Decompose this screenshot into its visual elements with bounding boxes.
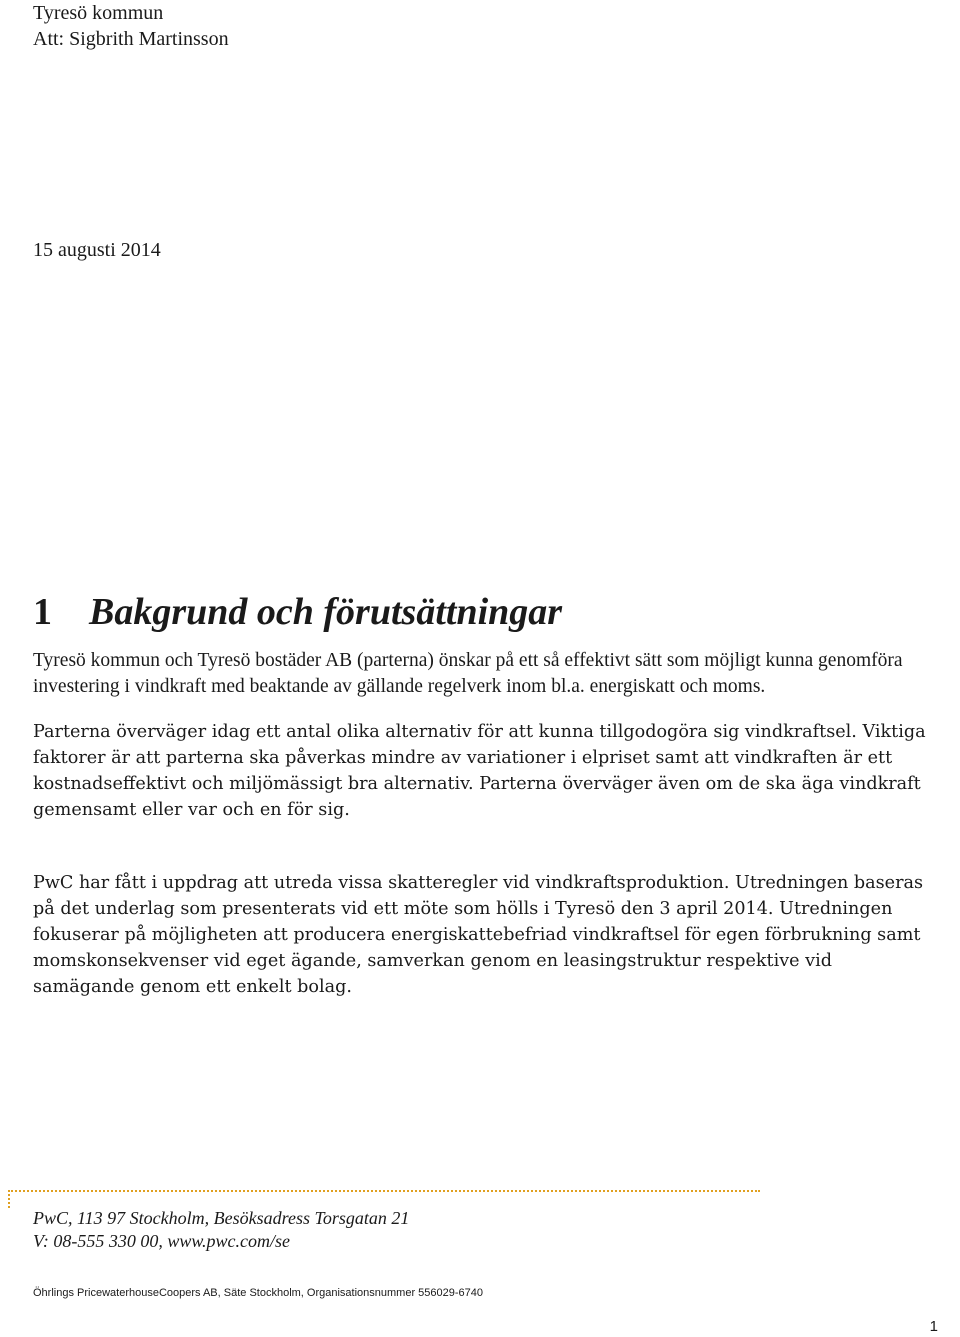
paragraph-intro: Tyresö kommun och Tyresö bostäder AB (parterna) önskar på ett så effektivt sätt som möjligt kunna genomföra investering i vindkraft med beaktande av gällande regelverk inom bl.a. energiskatt och moms. (33, 650, 903, 697)
page-number: 1 (929, 1318, 938, 1335)
footer-divider-tick (8, 1190, 10, 1208)
recipient-block (33, 0, 229, 52)
letter-date: 15 augusti 2014 (33, 239, 161, 261)
recipient-organization: Tyresö kommun (33, 2, 164, 24)
footer-divider (8, 1190, 760, 1192)
footer-address (33, 1207, 409, 1253)
paragraph-alternatives: Parterna överväger idag ett antal olika alternativ för att kunna tillgodogöra sig vindkraftsel. Viktiga faktorer är att parterna ska påverkas mindre av variationer i elpriset samt att vindkraften är ett kostnadseffektivt och miljömässigt bra alternativ. Parterna överväger även om de ska äga vindkraft gemensamt eller var och en för sig. (33, 722, 926, 820)
section-number: 1 (33, 591, 52, 633)
section-title: Bakgrund och förutsättningar (89, 591, 563, 633)
footer-address-line2: V: 08-555 330 00, www.pwc.com/se (33, 1231, 290, 1251)
footer-address-line1: PwC, 113 97 Stockholm, Besöksadress Torsgatan 21 (33, 1208, 410, 1228)
paragraph-assignment: PwC har fått i uppdrag att utreda vissa skatteregler vid vindkraftsproduktion. Utredningen baseras på det underlag som presenterats vid ett möte som hölls i Tyresö den 3 april 2014. Utredningen fokuserar på möjligheten att producera energiskattebefriad vindkraftsel för egen förbrukning samt momskonsekvenser vid eget ägande, samverkan genom en leasingstruktur respektive vid samägande genom ett enkelt bolag. (33, 873, 924, 997)
recipient-attention: Att: Sigbrith Martinsson (33, 28, 229, 50)
section-heading (33, 588, 562, 636)
footer-company-info: Öhrlings PricewaterhouseCoopers AB, Säte Stockholm, Organisationsnummer 556029-6740 (33, 1287, 484, 1299)
